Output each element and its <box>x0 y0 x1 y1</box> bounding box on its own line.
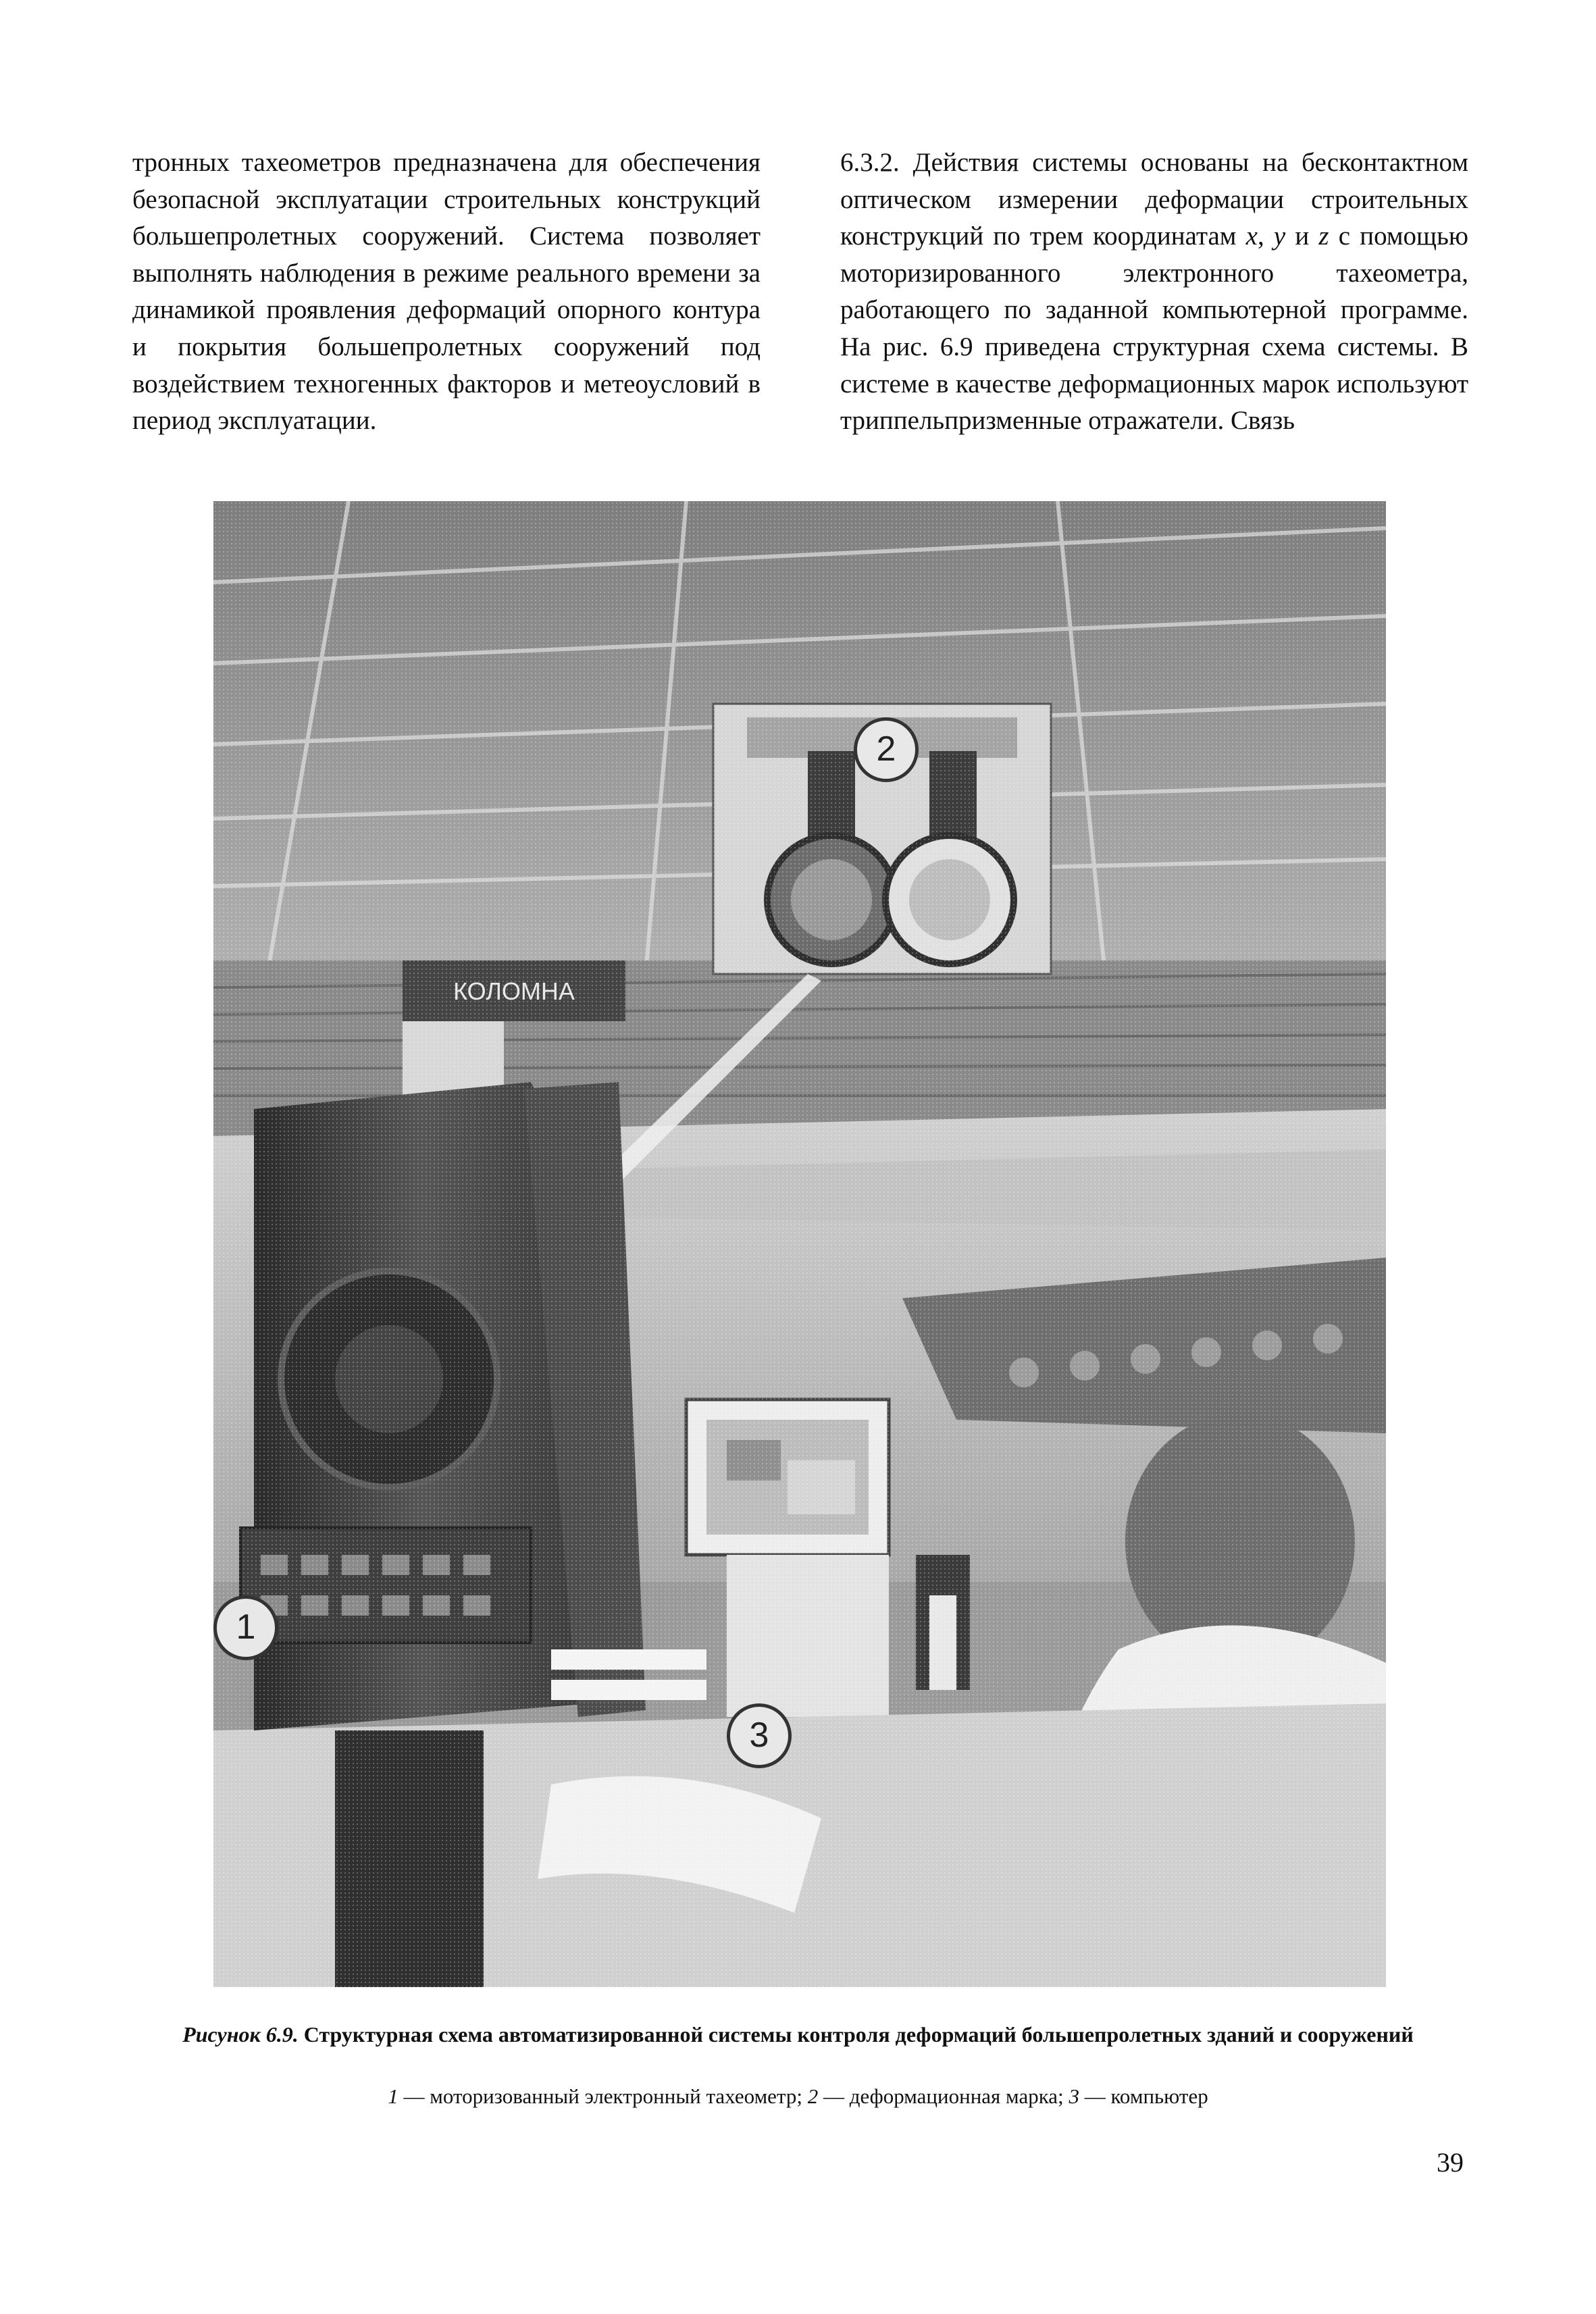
caption-title-text: Структурная схема автоматизированной системы контроля деформаций большепролетных зданий и сооружений <box>298 2022 1414 2047</box>
marker-tachymeter: 1 <box>213 1595 278 1660</box>
caption-title <box>182 2022 1414 2047</box>
figure-caption <box>176 2020 1420 2049</box>
figure-photo <box>213 501 1386 1987</box>
caption-label: Рисунок 6.9. <box>182 2022 299 2047</box>
page-number: 39 <box>1437 2147 1464 2178</box>
coord-x: x <box>1245 222 1258 251</box>
legend-text-3: — компьютер <box>1079 2084 1208 2108</box>
right-column <box>840 145 1468 440</box>
marker-reflector: 2 <box>854 717 919 782</box>
left-column <box>132 145 761 440</box>
legend-num-2: 2 <box>807 2084 819 2108</box>
legend-num-1: 1 <box>388 2084 398 2108</box>
photo-illustration <box>213 501 1386 1987</box>
coord-y: y <box>1273 222 1286 251</box>
caption-legend <box>176 2082 1420 2111</box>
right-text-after: с помощью моторизированного электронного тахеометра, работающего по заданной компьютерной программе. На рис. 6.9 приведена структурная схема системы. В системе в качестве деформационных марок используют триппельпризменные отражатели. Связь <box>840 222 1468 436</box>
coord-sep-2: и <box>1285 222 1319 251</box>
legend-text-2: — деформационная марка; <box>818 2084 1069 2108</box>
coord-sep-1: , <box>1257 222 1274 251</box>
halftone-texture <box>213 501 1386 1987</box>
legend-text-1: — моторизованный электронный тахеометр; <box>398 2084 808 2108</box>
right-text-before: 6.3.2. Действия системы основаны на бесконтактном оптическом измерении деформации строительных конструкций по трем координатам <box>840 148 1468 251</box>
legend-num-3: 3 <box>1069 2084 1079 2108</box>
coord-z: z <box>1318 222 1329 251</box>
left-column-paragraph: тронных тахеометров предназначена для обеспечения безопасной эксплуатации строительных конструкций большепролетных сооружений. Система позволяет выполнять наблюдения в режиме реального времени за динамикой проявления деформаций опорного контура и покрытия большепролетных сооружений под воздействием техногенных факторов и метеоусловий в период эксплуатации. <box>132 148 761 436</box>
right-column-paragraph <box>840 145 1468 440</box>
marker-computer: 3 <box>727 1703 792 1768</box>
